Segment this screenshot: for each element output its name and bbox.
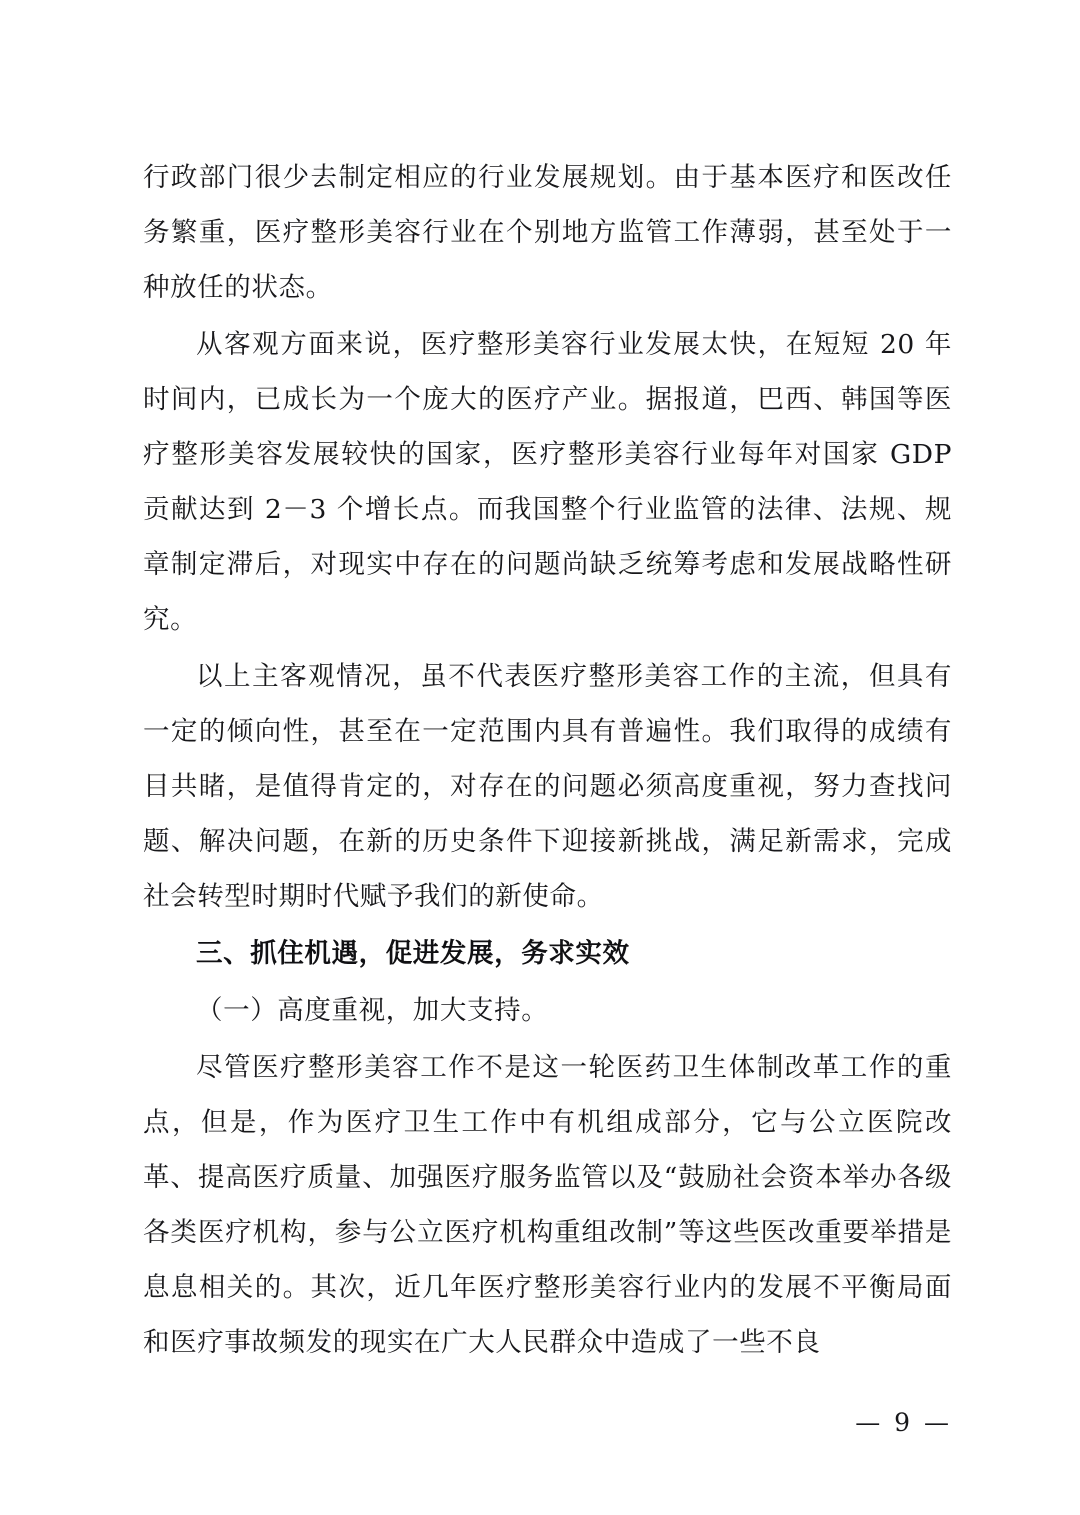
paragraph-summary: 以上主客观情况，虽不代表医疗整形美容工作的主流，但具有一定的倾向性，甚至在一定范围内具有普遍性。我们取得的成绩有目共睹，是值得肯定的，对存在的问题必须高度重视，努力查找问题、解决问题，在新的历史条件下迎接新挑战，满足新需求，完成社会转型时期时代赋予我们的新使命。: [143, 661, 952, 912]
subsection-heading-one: （一）高度重视，加大支持。: [196, 995, 549, 1026]
paragraph-reform-support: 尽管医疗整形美容工作不是这一轮医药卫生体制改革工作的重点，但是，作为医疗卫生工作中有机组成部分，它与公立医院改革、提高医疗质量、加强医疗服务监管以及“鼓励社会资本举办各级各类医疗机构，参与公立医疗机构重组改制”等这些医改重要举措是息息相关的。其次，近几年医疗整形美容行业内的发展不平衡局面和医疗事故频发的现实在广大人民群众中造成了一些不良: [143, 1052, 952, 1358]
document-body: [143, 150, 952, 1370]
section-heading-three: 三、抓住机遇，促进发展，务求实效: [196, 938, 630, 969]
paragraph-continuation: 行政部门很少去制定相应的行业发展规划。由于基本医疗和医改任务繁重，医疗整形美容行业在个别地方监管工作薄弱，甚至处于一种放任的状态。: [143, 162, 952, 303]
page-number: — 9 —: [855, 1408, 952, 1437]
paragraph-objective-factors: 从客观方面来说，医疗整形美容行业发展太快，在短短 20 年时间内，已成长为一个庞大的医疗产业。据报道，巴西、韩国等医疗整形美容发展较快的国家，医疗整形美容行业每年对国家 GDP 贡献达到 2－3 个增长点。而我国整个行业监管的法律、法规、规章制定滞后，对现实中存在的问题尚缺乏统筹考虑和发展战略性研究。: [143, 329, 952, 635]
